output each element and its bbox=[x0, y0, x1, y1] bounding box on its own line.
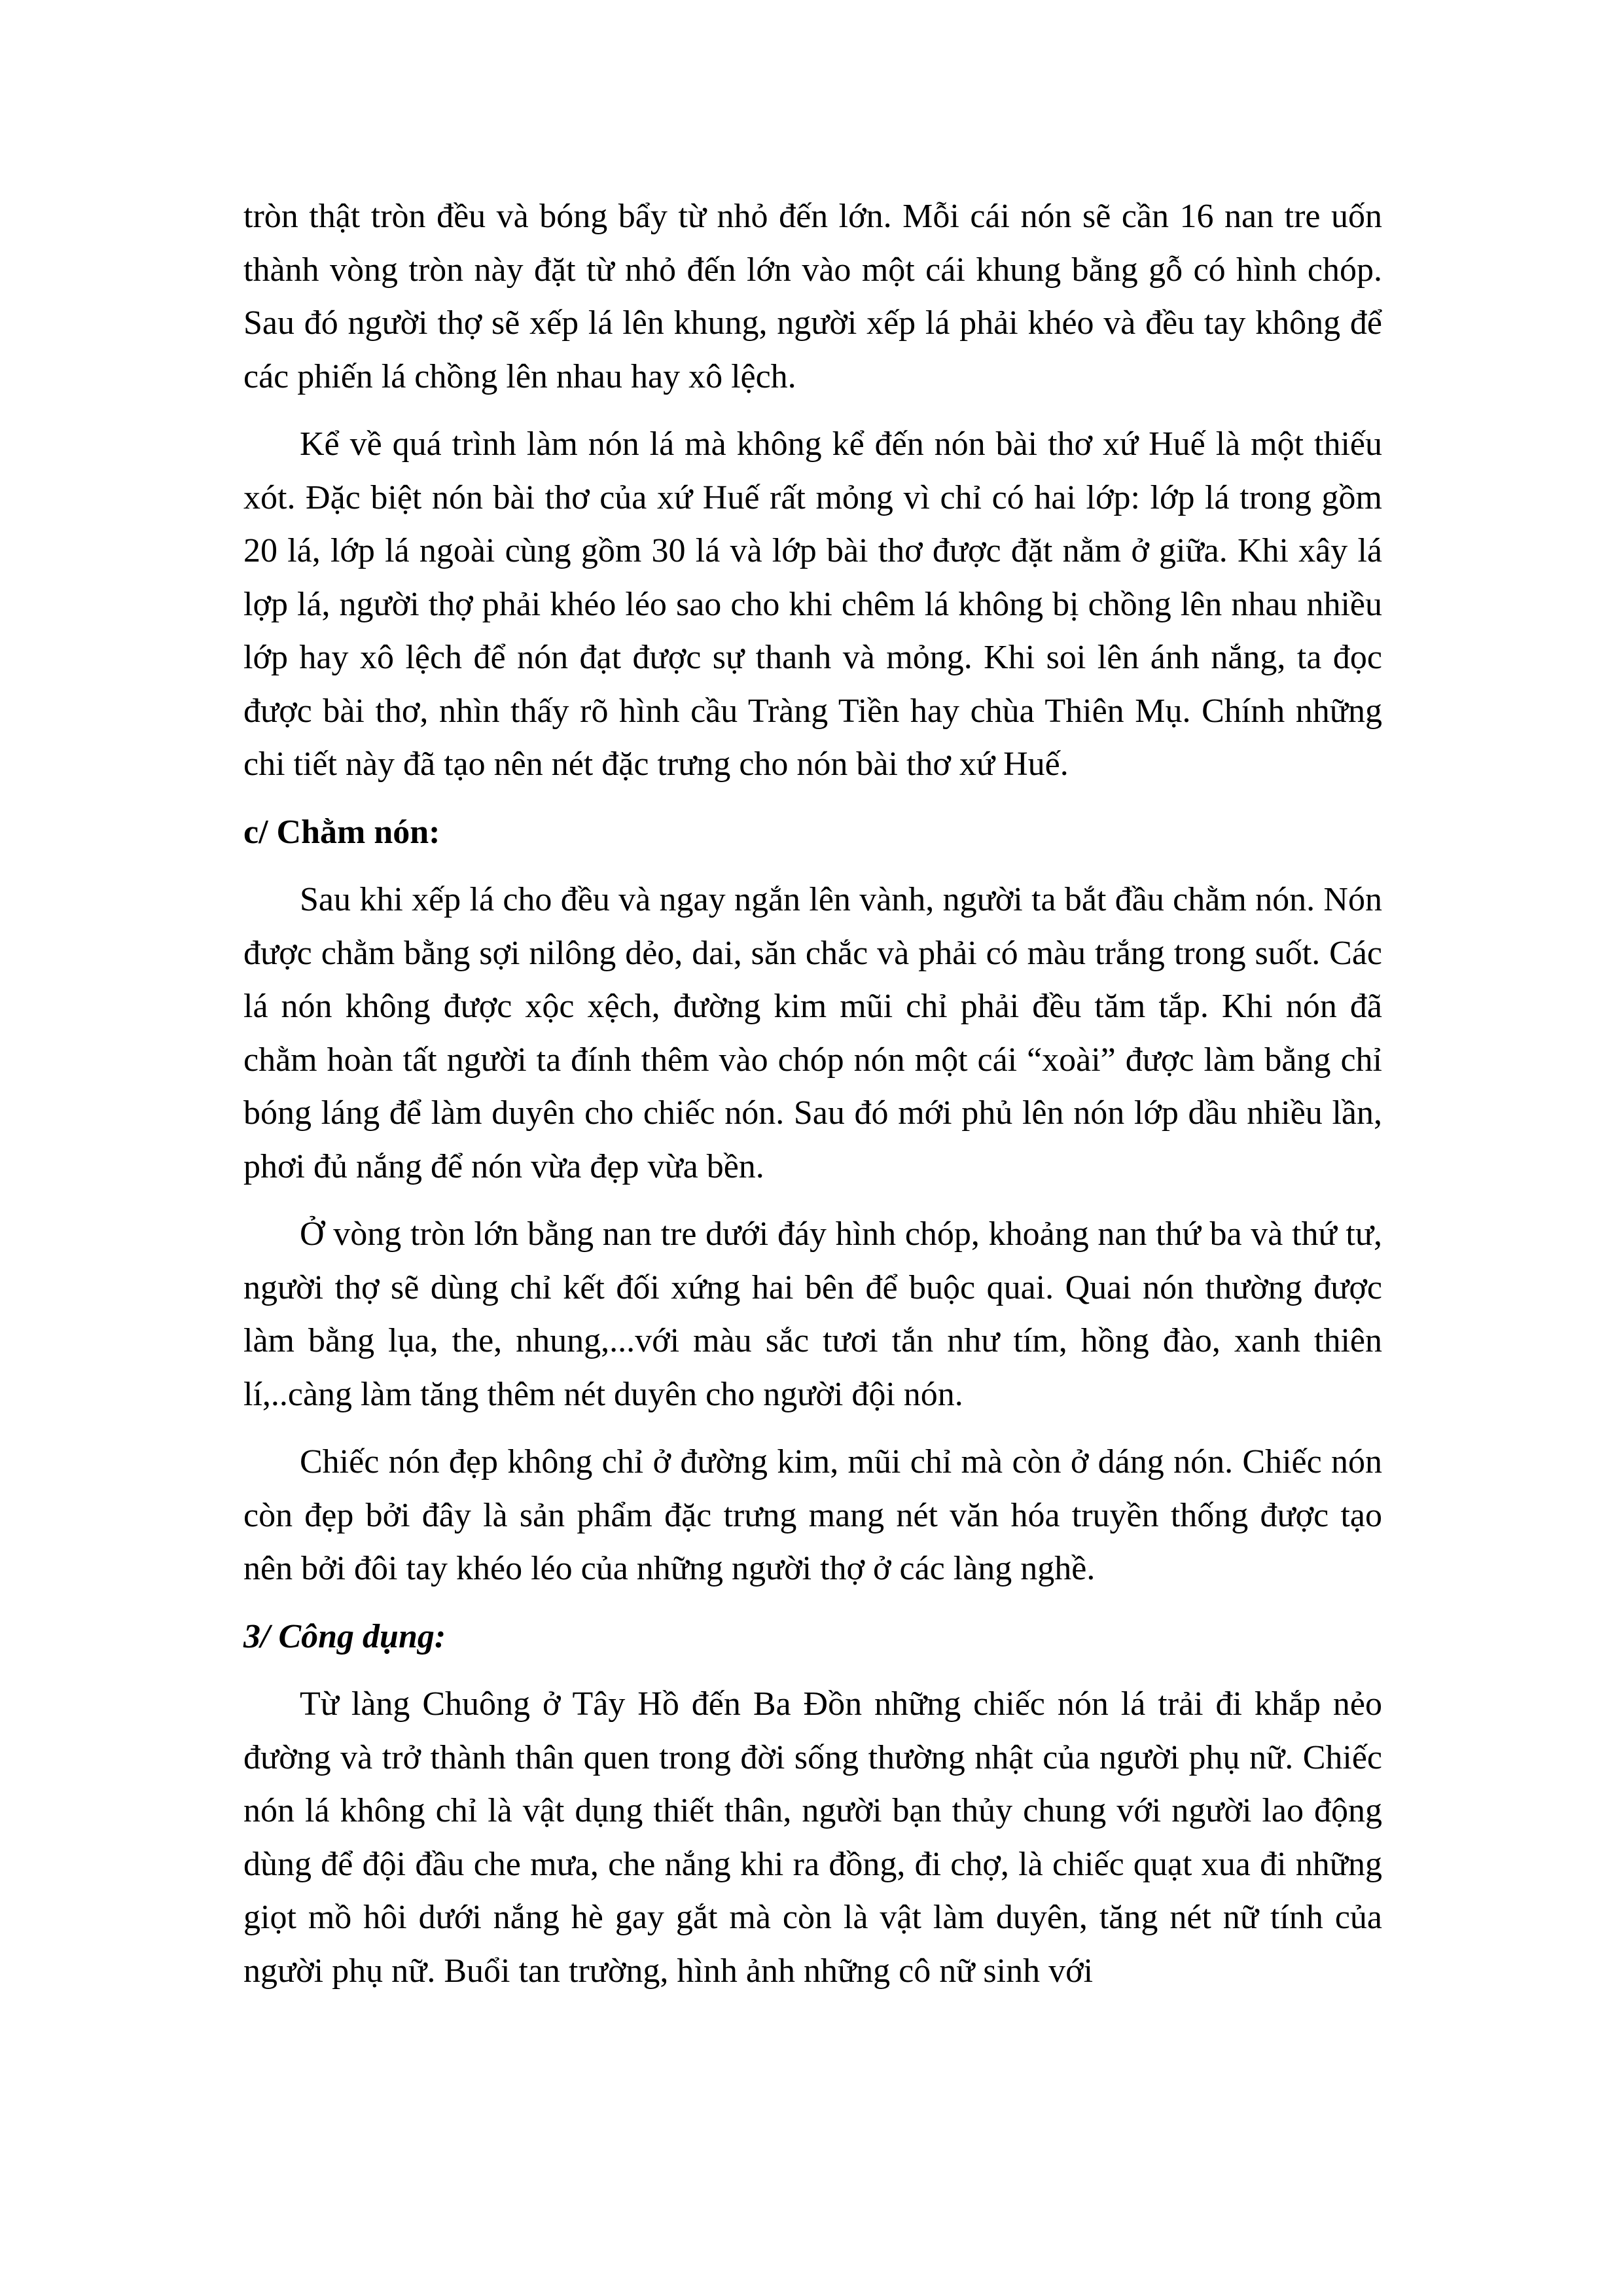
paragraph-uses: Từ làng Chuông ở Tây Hồ đến Ba Đồn những chiếc nón lá trải đi khắp nẻo đường và trở thành thân quen trong đời sống thường nhật của người phụ nữ. Chiếc nón lá không chỉ là vật dụng thiết thân, người bạn thủy chung với người lao động dùng để đội đầu che mưa, che nắng khi ra đồng, đi chợ, là chiếc quạt xua đi những giọt mồ hôi dưới nắng hè gay gắt mà còn là vật làm duyên, tăng nét nữ tính của người phụ nữ. Buổi tan trường, hình ảnh những cô nữ sinh với bbox=[243, 1685, 1382, 1990]
paragraph-frame-making: tròn thật tròn đều và bóng bẩy từ nhỏ đến lớn. Mỗi cái nón sẽ cần 16 nan tre uốn thành vòng tròn này đặt từ nhỏ đến lớn vào một cái khung bằng gỗ có hình chóp. Sau đó người thợ sẽ xếp lá lên khung, người xếp lá phải khéo và đều tay không để các phiến lá chồng lên nhau hay xô lệch. bbox=[243, 198, 1382, 395]
section-heading-stitching: c/ Chằm nón: bbox=[243, 813, 440, 851]
paragraph-beauty: Chiếc nón đẹp không chỉ ở đường kim, mũi chỉ mà còn ở dáng nón. Chiếc nón còn đẹp bởi đây là sản phẩm đặc trưng mang nét văn hóa truyền thống được tạo nên bởi đôi tay khéo léo của những người thợ ở các làng nghề. bbox=[243, 1443, 1382, 1587]
paragraph-chin-strap: Ở vòng tròn lớn bằng nan tre dưới đáy hình chóp, khoảng nan thứ ba và thứ tư, người thợ sẽ dùng chỉ kết đối xứng hai bên để buộc quai. Quai nón thường được làm bằng lụa, the, nhung,...với màu sắc tươi tắn như tím, hồng đào, xanh thiên lí,..càng làm tăng thêm nét duyên cho người đội nón. bbox=[243, 1215, 1382, 1413]
paragraph-stitching: Sau khi xếp lá cho đều và ngay ngắn lên vành, người ta bắt đầu chằm nón. Nón được chằm bằng sợi nilông dẻo, dai, săn chắc và phải có màu trắng trong suốt. Các lá nón không được xộc xệch, đường kim mũi chỉ phải đều tăm tắp. Khi nón đã chằm hoàn tất người ta đính thêm vào chóp nón một cái “xoài” được làm bằng chỉ bóng láng để làm duyên cho chiếc nón. Sau đó mới phủ lên nón lớp dầu nhiều lần, phơi đủ nắng để nón vừa đẹp vừa bền. bbox=[243, 881, 1382, 1185]
paragraph-hue-poem-hat: Kể về quá trình làm nón lá mà không kể đến nón bài thơ xứ Huế là một thiếu xót. Đặc biệt nón bài thơ của xứ Huế rất mỏng vì chỉ có hai lớp: lớp lá trong gồm 20 lá, lớp lá ngoài cùng gồm 30 lá và lớp bài thơ được đặt nằm ở giữa. Khi xây lá lợp lá, người thợ phải khéo léo sao cho khi chêm lá không bị chồng lên nhau nhiều lớp hay xô lệch để nón đạt được sự thanh và mỏng. Khi soi lên ánh nắng, ta đọc được bài thơ, nhìn thấy rõ hình cầu Tràng Tiền hay chùa Thiên Mụ. Chính những chi tiết này đã tạo nên nét đặc trưng cho nón bài thơ xứ Huế. bbox=[243, 425, 1382, 783]
section-heading-uses: 3/ Công dụng: bbox=[243, 1617, 446, 1655]
document-page bbox=[243, 190, 1382, 1998]
